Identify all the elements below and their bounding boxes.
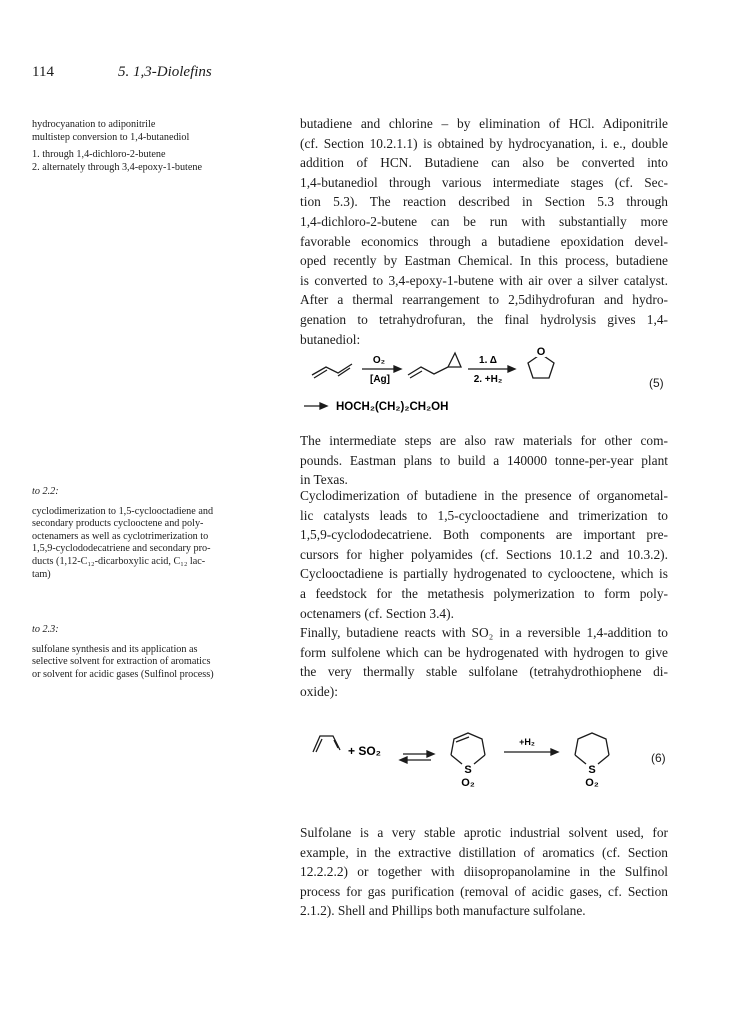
margin-note-sulfolane (32, 624, 280, 681)
text-line: the very thermally stable sulfolane (tetrahydrothiophene di- (300, 664, 668, 680)
margin-line: octenamers as well as cyclotrimerization to (32, 530, 209, 542)
equation-number-6: (6) (651, 751, 666, 765)
text-line: addition of HCN. Butadiene can also be converted into (300, 155, 668, 171)
margin-line: tam) (32, 568, 51, 580)
dioxide-label: O₂ (585, 777, 599, 789)
text-line: Sulfolane is a very stable aprotic industrial solvent used, for (300, 825, 668, 840)
text-line: butanediol: (300, 331, 361, 347)
paragraph-sulfolane-uses (300, 823, 668, 921)
chapter-title: 5. 1,3-Diolefins (118, 64, 212, 80)
catalyst-ag: [Ag] (370, 374, 390, 385)
equation-number-5: (5) (649, 376, 664, 390)
reagent-h2: +H₂ (519, 737, 535, 747)
text-line: Cyclooctadiene is partially hydrogenated to cyclooctene, which is (300, 566, 668, 582)
text-line: Cyclodimerization of butadiene in the presence of organometal- (300, 488, 668, 503)
paragraph-eastman (300, 431, 668, 490)
text-line: 1,5,9-cyclododecatriene. Both components are important pre- (300, 527, 668, 543)
text-line: pounds. Eastman plans to build a 140000 tonne-per-year plant (300, 452, 668, 468)
text-line: The intermediate steps are also raw materials for other com- (300, 433, 668, 448)
text-line: 12.2.2.2) or together with diisopropanolamine in the Sulfinol (300, 864, 668, 880)
sulfur-atom-label: S (588, 764, 596, 776)
paragraph-butanediol (300, 114, 668, 349)
paragraph-cyclodimerization (300, 486, 668, 623)
text-line: form sulfolene which can be hydrogenated with hydrogen to give (300, 644, 668, 660)
text-line: 1,4-butanediol through various intermediate stages (cf. Sec- (300, 174, 668, 190)
text-line: 1,4-dichloro-2-butene can be run with substantially more (300, 213, 668, 229)
margin-note-ref: to 2.3: (32, 624, 59, 635)
text-line: is converted to 3,4-epoxy-1-butene with air over a silver catalyst. (300, 272, 668, 288)
reaction-scheme-5 (300, 340, 680, 420)
margin-line: selective solvent for extraction of aromatics (32, 656, 211, 668)
text-line: Finally, butadiene reacts with SO₂ in a reversible 1,4-addition to (300, 625, 668, 640)
text-line: example, in the extractive distillation of aromatics (cf. Section (300, 844, 668, 860)
margin-line: cyclodimerization to 1,5-cyclooctadiene and (32, 505, 214, 517)
text-line: butadiene and chlorine – by elimination of HCl. Adiponitrile (300, 116, 668, 131)
paragraph-sulfolane-synthesis (300, 623, 668, 701)
text-line: cursors for higher polyamides (cf. Sections 10.1.2 and 10.3.2). (300, 546, 668, 562)
reaction-scheme-6 (305, 728, 685, 808)
text-line: octenamers (cf. Section 3.4). (300, 605, 454, 621)
step-hydrogenation: 2. +H₂ (473, 374, 503, 385)
margin-line: or solvent for acidic gases (Sulfinol process) (32, 668, 214, 680)
margin-line: secondary products cyclooctene and poly- (32, 518, 204, 530)
sulfur-dioxide-reagent: + SO₂ (348, 744, 382, 758)
margin-line: multistep conversion to 1,4-butanediol (32, 131, 190, 143)
text-line: a feedstock for the metathesis polymerization to form poly- (300, 585, 668, 601)
text-line: tion 5.3). The reaction described in Section 5.3 through (300, 194, 668, 210)
sulfolane-structure (575, 733, 609, 755)
margin-line: ducts (1,12-C₁₂-dicarboxylic acid, C₁₂ lac- (32, 555, 206, 567)
butadiene-structure (312, 364, 352, 375)
margin-note-ref: to 2.2: (32, 486, 59, 497)
margin-note-cyclodimerization (32, 486, 280, 581)
margin-note-hydrocyanation (32, 119, 280, 174)
text-line: After a thermal rearrangement to 2,5dihydrofuran and hydro- (300, 292, 668, 308)
text-line: genation to tetrahydrofuran, the final hydrolysis gives 1,4- (300, 311, 668, 327)
page-number: 114 (32, 64, 54, 80)
margin-line: hydrocyanation to adiponitrile (32, 119, 156, 130)
text-line: (cf. Section 10.2.1.1) is obtained by hydrocyanation, i. e., double (300, 135, 668, 151)
text-line: oxide): (300, 683, 338, 699)
text-line: in Texas. (300, 472, 348, 488)
butanediol-product: HOCH₂(CH₂)₂CH₂OH (336, 401, 449, 413)
margin-list-item: 2. alternately through 3,4-epoxy-1-butene (32, 161, 203, 173)
dioxide-label: O₂ (461, 777, 475, 789)
epoxybutene-structure (408, 367, 448, 375)
margin-line: sulfolane synthesis and its application as (32, 643, 198, 655)
text-line: favorable economics through a butadiene epoxidation devel- (300, 233, 668, 249)
reagent-o2: O₂ (372, 355, 386, 366)
margin-line: 1,5,9-cyclododecatriene and secondary pro- (32, 543, 211, 555)
step-heat: 1. Δ (479, 355, 497, 366)
text-line: lic catalysts leads to 1,5-cyclooctadiene and trimerization to (300, 507, 668, 523)
sulfur-atom-label: S (464, 764, 472, 776)
text-line: 2.1.2). Shell and Phillips both manufacture sulfolane. (300, 903, 586, 919)
margin-list-item: 1. through 1,4-dichloro-2-butene (32, 149, 166, 161)
text-line: process for gas purification (removal of acidic gases, cf. Section (300, 883, 668, 899)
oxygen-atom-label: O (536, 346, 546, 358)
text-line: oped recently by Eastman Chemical. In this process, butadiene (300, 253, 668, 269)
sulfolene-structure (451, 733, 485, 755)
